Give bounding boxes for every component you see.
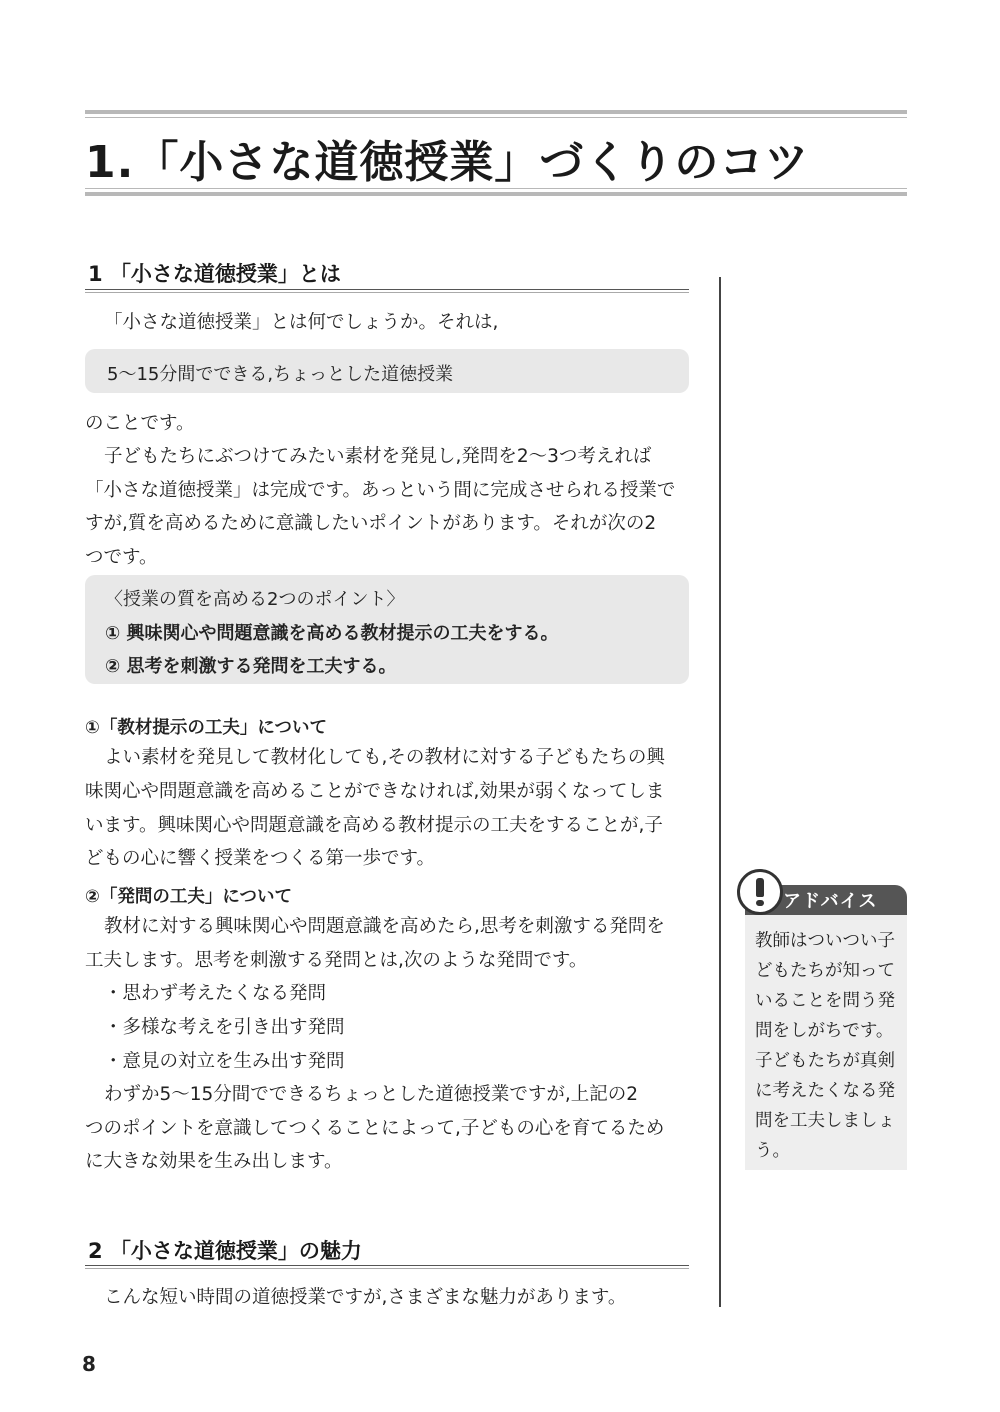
advice-line: 問をしがちです。 — [755, 1021, 894, 1041]
bullet-item: ・思わず考えたくなる発問 — [104, 983, 327, 1004]
sub1-line: 味関心や問題意識を高めることができなければ,効果が弱くなってしま — [85, 781, 665, 802]
chapter-title: 1.「小さな道徳授業」づくりのコツ — [85, 137, 810, 188]
paragraph-line: つです。 — [85, 547, 158, 568]
section1-intro: 「小さな道徳授業」とは何でしょうか。それは, — [104, 312, 499, 333]
advice-line: う。 — [755, 1141, 790, 1161]
sub2-line: 工夫します。思考を刺激する発問とは,次のような発問です。 — [85, 950, 588, 971]
exclamation-icon — [737, 869, 783, 915]
point-item: ① 興味関心や問題意識を高める教材提示の工夫をする。 — [105, 623, 559, 644]
points-box — [85, 575, 689, 684]
section1-heading: 1 「小さな道徳授業」とは — [88, 262, 341, 286]
advice-line: 教師はついつい子 — [755, 931, 895, 951]
paragraph-line: すが,質を高めるために意識したいポイントがあります。それが次の2 — [85, 513, 657, 534]
paragraph-line: のことです。 — [85, 413, 195, 434]
highlight-text: 5～15分間でできる,ちょっとした道徳授業 — [107, 364, 454, 385]
advice-line: 問を工夫しましょ — [755, 1111, 895, 1131]
advice-line: どもたちが知って — [755, 961, 895, 981]
advice-label: アドバイス — [783, 891, 878, 912]
point-item: ② 思考を刺激する発問を工夫する。 — [105, 656, 397, 677]
bullet-item: ・多様な考えを引き出す発問 — [104, 1017, 345, 1038]
sub2-heading: ②「発問の工夫」について — [85, 887, 292, 907]
chapter-rule-bottom — [85, 192, 907, 196]
section2-rule — [85, 1265, 689, 1266]
advice-line: 子どもたちが真剣 — [755, 1051, 895, 1071]
bullet-item: ・意見の対立を生み出す発問 — [104, 1051, 345, 1072]
sidebar-divider — [719, 277, 721, 1307]
points-box-title: 〈授業の質を高める2つのポイント〉 — [105, 589, 405, 610]
sub1-line: どもの心に響く授業をつくる第一歩です。 — [85, 848, 436, 869]
highlight-box — [85, 349, 689, 393]
sub1-line: います。興味関心や問題意識を高める教材提示の工夫をすることが,子 — [85, 815, 663, 836]
sub1-heading: ①「教材提示の工夫」について — [85, 718, 327, 738]
closing-line: わずか5～15分間でできるちょっとした道徳授業ですが,上記の2 — [104, 1084, 638, 1105]
closing-line: に大きな効果を生み出します。 — [85, 1151, 343, 1172]
advice-line: いることを問う発 — [755, 991, 895, 1011]
paragraph-line: 子どもたちにぶつけてみたい素材を発見し,発問を2～3つ考えれば — [104, 446, 652, 467]
chapter-rule-top — [85, 110, 907, 114]
section2-line: こんな短い時間の道徳授業ですが,さまざまな魅力があります。 — [104, 1287, 627, 1308]
advice-line: に考えたくなる発 — [755, 1081, 895, 1101]
sub2-line: 教材に対する興味関心や問題意識を高めたら,思考を刺激する発問を — [104, 916, 665, 937]
paragraph-line: 「小さな道徳授業」は完成です。あっという間に完成させられる授業で — [85, 480, 676, 501]
section2-heading: 2 「小さな道徳授業」の魅力 — [88, 1239, 362, 1263]
page-number: 8 — [82, 1352, 96, 1376]
section1-rule — [85, 289, 689, 290]
sub1-line: よい素材を発見して教材化しても,その教材に対する子どもたちの興 — [104, 747, 665, 768]
closing-line: つのポイントを意識してつくることによって,子どもの心を育てるため — [85, 1118, 665, 1139]
